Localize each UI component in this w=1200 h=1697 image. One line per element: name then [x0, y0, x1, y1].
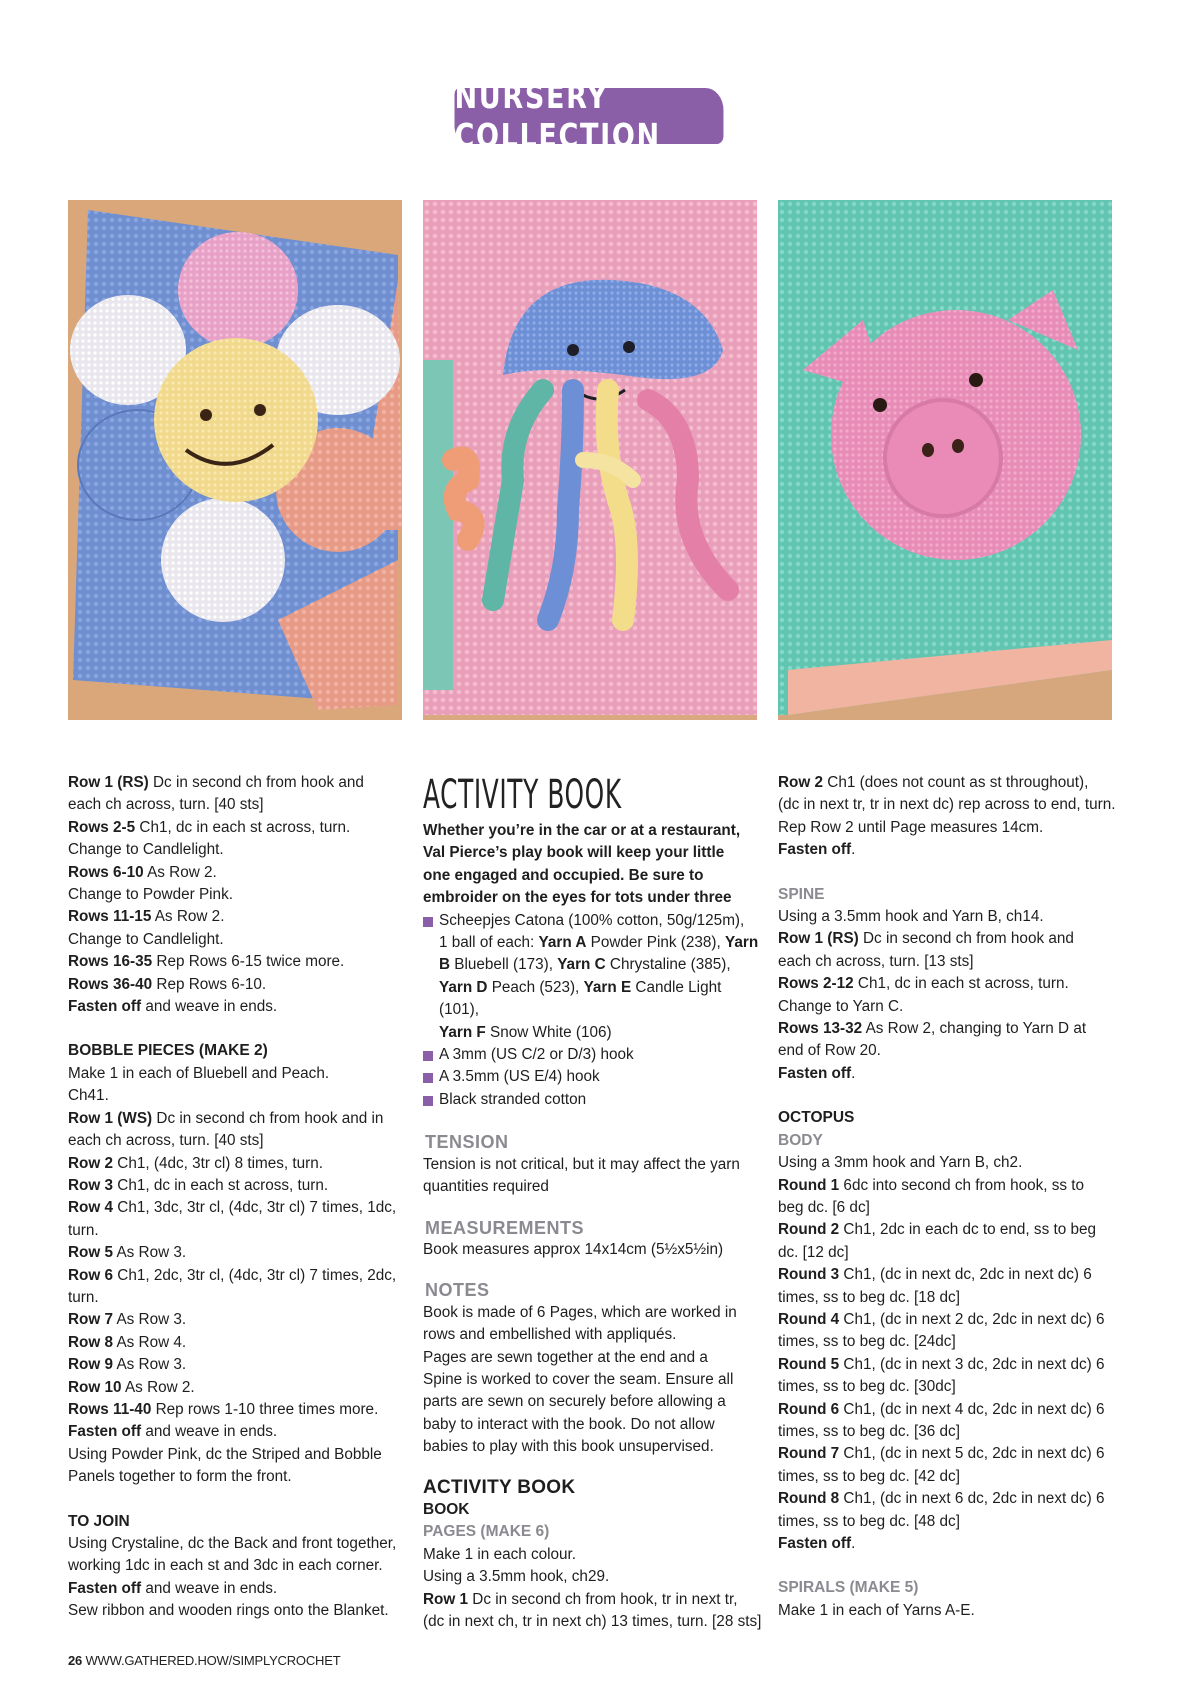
pig-square-photo [778, 200, 1112, 720]
text-line [68, 1600, 408, 1622]
text-run: Bluebell (173), [450, 956, 558, 974]
bold-run: Row 7 [68, 1311, 114, 1329]
text-line [778, 1488, 1118, 1510]
text-line [778, 996, 1118, 1018]
text-line [778, 1421, 1118, 1443]
flower-square-photo [68, 200, 402, 720]
bold-run: Yarn F [439, 1023, 486, 1041]
text-line [68, 1533, 408, 1555]
text-line [68, 1377, 408, 1399]
notes-heading: NOTES [425, 1280, 490, 1301]
text-line: Spine is worked to cover the seam. Ensure all [423, 1370, 734, 1388]
text-line [423, 1566, 763, 1588]
notes-text [423, 1302, 763, 1459]
text-line [68, 1354, 408, 1376]
text-line [68, 1085, 408, 1107]
text-run: turn. [68, 1288, 99, 1306]
bold-run: Row 2 [68, 1154, 114, 1172]
text-line [778, 1466, 1118, 1488]
text-run: (dc in next tr, tr in next dc) rep across to end, turn. [778, 796, 1116, 814]
text-line [68, 1220, 408, 1242]
text-run: 6dc into second ch from hook, ss to [839, 1176, 1085, 1194]
materials-item-yarn [423, 910, 763, 955]
text-run: times, ss to beg dc. [18 dc] [778, 1288, 960, 1306]
text-line: Val Pierce’s play book will keep your little [423, 844, 725, 862]
text-run: Candle Light (101), [439, 978, 722, 1019]
text-run: . [851, 1064, 856, 1082]
text-run: and weave in ends. [141, 1423, 278, 1441]
body-heading: BODY [778, 1131, 823, 1149]
text-line [68, 1242, 408, 1264]
text-line [778, 1443, 1118, 1465]
text-run: Ch1, (dc in next 2 dc, 2dc in next dc) 6 [839, 1310, 1105, 1328]
text-run: Ch1, (dc in next dc, 2dc in next dc) 6 [839, 1266, 1092, 1284]
text-line [778, 839, 1118, 861]
text-line: Pages are sewn together at the end and a [423, 1348, 708, 1366]
text-line: baby to interact with the book. Do not allow [423, 1415, 715, 1433]
bold-run: Round 4 [778, 1310, 840, 1328]
text-line [68, 862, 408, 884]
materials-item: Black stranded cotton [423, 1089, 763, 1111]
text-run: . [851, 1535, 856, 1552]
text-line [778, 1175, 1118, 1197]
text-run: Ch1 (does not count as st throughout), [823, 774, 1089, 791]
page-footer [68, 1653, 340, 1668]
tension-heading: TENSION [425, 1132, 509, 1153]
text-line [68, 1063, 408, 1085]
text-run: working 1dc in each st and 3dc in each corner. [68, 1557, 383, 1575]
text-run: Ch1, (4dc, 3tr cl) 8 times, turn. [113, 1154, 324, 1172]
bobble-heading: BOBBLE PIECES (MAKE 2) [68, 1042, 268, 1060]
text-run: Rep rows 1-10 three times more. [151, 1400, 379, 1418]
page-rows [778, 772, 1118, 862]
text-line [68, 1265, 408, 1287]
text-line [68, 794, 408, 816]
text-run: Snow White (106) [485, 1023, 612, 1041]
text-line [778, 1219, 1118, 1241]
page-number: 26 [68, 1653, 83, 1668]
spirals-rows [778, 1600, 1118, 1622]
stripe-rows [68, 772, 408, 1018]
text-run: times, ss to beg dc. [42 dc] [778, 1467, 960, 1485]
bold-run: Fasten off [778, 841, 852, 859]
materials-item: A 3.5mm (US E/4) hook [423, 1066, 763, 1088]
bold-run: Row 5 [68, 1244, 114, 1262]
text-run: Ch1, 2dc in each dc to end, ss to beg [839, 1221, 1097, 1239]
text-line [68, 1332, 408, 1354]
body-rows [778, 1152, 1118, 1555]
text-line [778, 1309, 1118, 1331]
text-run: end of Row 20. [778, 1042, 881, 1060]
text-line [68, 772, 408, 794]
join-heading: TO JOIN [68, 1512, 130, 1530]
text-line [68, 817, 408, 839]
text-run: Ch1, (dc in next 6 dc, 2dc in next dc) 6 [839, 1490, 1105, 1508]
text-run: each ch across, turn. [40 sts] [68, 1132, 264, 1150]
bold-run: Round 1 [778, 1176, 840, 1194]
text-line [778, 1197, 1118, 1219]
materials-list [423, 910, 763, 1112]
footer-url: WWW.GATHERED.HOW/SIMPLYCROCHET [82, 1653, 341, 1668]
bold-run: Round 6 [778, 1400, 840, 1418]
text-run: dc. [12 dc] [778, 1243, 849, 1261]
text-line [68, 1444, 408, 1466]
text-run: 1 ball of each: [439, 934, 539, 952]
text-line [778, 1063, 1118, 1085]
bold-run: B [439, 956, 451, 974]
materials-item-yarn-cont [423, 1022, 763, 1044]
jellyfish-square-photo-icon [423, 200, 757, 720]
text-run: and weave in ends. [141, 1579, 278, 1597]
bold-run: Round 3 [778, 1266, 840, 1284]
text-run: each ch across, turn. [40 sts] [68, 796, 264, 814]
text-line [68, 929, 408, 951]
text-run: Rep Row 2 until Page measures 14cm. [778, 818, 1044, 836]
text-line [68, 951, 408, 973]
text-run: Ch1, 3dc, 3tr cl, (4dc, 3tr cl) 7 times, 1dc, [113, 1199, 397, 1217]
bold-run: Round 5 [778, 1355, 840, 1373]
bold-run: Yarn E [583, 978, 632, 996]
bold-run: Yarn C [557, 956, 606, 974]
text-run: As Row 3. [113, 1356, 187, 1374]
column-right [778, 772, 1118, 1622]
column-middle [423, 772, 763, 1633]
text-run: As Row 4. [113, 1333, 187, 1351]
bold-run: Row 1 (WS) [68, 1109, 153, 1127]
join-rows [68, 1533, 408, 1623]
activity-heading: ACTIVITY BOOK [423, 1476, 576, 1498]
bold-run: Fasten off [68, 1423, 142, 1441]
bold-run: Fasten off [68, 998, 142, 1016]
text-run: times, ss to beg dc. [24dc] [778, 1333, 956, 1351]
text-run: Dc in second ch from hook and [858, 930, 1074, 948]
text-run: As Row 3. [113, 1244, 187, 1262]
bold-run: Row 9 [68, 1356, 114, 1374]
bold-run: Rows 11-15 [68, 908, 152, 926]
text-run: Make 1 in each of Bluebell and Peach. [68, 1064, 330, 1082]
text-run: As Row 2. [121, 1378, 195, 1396]
bold-run: Rows 2-5 [68, 818, 136, 836]
text-line: rows and embellished with appliqués. [423, 1326, 677, 1344]
text-run: Ch1, 2dc, 3tr cl, (4dc, 3tr cl) 7 times, 2dc, [113, 1266, 397, 1284]
bold-run: Row 6 [68, 1266, 114, 1284]
text-run: Peach (523), [487, 978, 584, 996]
text-run: Using a 3.5mm hook, ch29. [423, 1568, 610, 1586]
bold-run: Row 4 [68, 1199, 114, 1217]
text-line [423, 1589, 763, 1611]
text-run: As Row 2. [143, 863, 217, 881]
text-line [68, 1399, 408, 1421]
bold-run: Rows 6-10 [68, 863, 144, 881]
text-line [778, 1242, 1118, 1264]
bold-run: Round 7 [778, 1445, 840, 1463]
text-line: parts are sewn on securely before allowing a [423, 1393, 726, 1411]
pig-square-photo-icon [778, 200, 1112, 720]
book-heading: BOOK [423, 1500, 470, 1518]
materials-item-yarn-cont [423, 954, 763, 976]
text-run: Ch1, (dc in next 4 dc, 2dc in next dc) 6 [839, 1400, 1105, 1418]
text-line [68, 1421, 408, 1443]
text-line [778, 1399, 1118, 1421]
text-run: As Row 2. [151, 908, 225, 926]
text-line [778, 928, 1118, 950]
bold-run: Row 10 [68, 1378, 122, 1396]
text-run: (dc in next ch, tr in next ch) 13 times, turn. [28 sts] [423, 1613, 762, 1630]
flower-square-photo-icon [68, 200, 402, 720]
text-line [778, 1264, 1118, 1286]
jellyfish-square-photo [423, 200, 757, 720]
bold-run: Fasten off [778, 1535, 852, 1552]
text-line [68, 1175, 408, 1197]
text-line [68, 974, 408, 996]
banner-text: NURSERY COLLECTION [454, 77, 661, 155]
text-run: times, ss to beg dc. [30dc] [778, 1378, 956, 1396]
text-run: Ch1, dc in each st across, turn. [853, 975, 1069, 993]
text-line: Whether you’re in the car or at a restaurant, [423, 822, 741, 839]
spirals-heading: SPIRALS (MAKE 5) [778, 1579, 919, 1597]
text-line [68, 839, 408, 861]
text-line [778, 1331, 1118, 1353]
materials-item-yarn-cont [423, 977, 763, 1022]
text-line [778, 817, 1118, 839]
text-line [778, 1018, 1118, 1040]
text-line: Book measures approx 14x14cm (5½x5½in) [423, 1240, 724, 1258]
text-run: Ch41. [68, 1087, 109, 1105]
text-line [778, 772, 1118, 794]
text-run: As Row 3. [113, 1311, 187, 1329]
text-line: embroider on the eyes for tots under three [423, 889, 732, 907]
text-line [778, 1376, 1118, 1398]
text-run: Using Crystaline, dc the Back and front together, [68, 1535, 397, 1552]
bold-run: Rows 16-35 [68, 953, 153, 971]
bold-run: Row 2 [778, 774, 824, 791]
intro-text [423, 820, 763, 910]
bold-run: Round 8 [778, 1490, 840, 1508]
text-run: . [851, 841, 856, 859]
page-title: ACTIVITY BOOK [423, 772, 622, 818]
text-line [778, 1511, 1118, 1533]
text-line [68, 1309, 408, 1331]
text-line: Book is made of 6 Pages, which are worked in [423, 1303, 737, 1321]
text-run: Rep Rows 6-10. [152, 975, 267, 993]
text-run: Make 1 in each colour. [423, 1545, 577, 1563]
text-run: Dc in second ch from hook and in [152, 1109, 384, 1127]
text-line [68, 1555, 408, 1577]
text-line [68, 1130, 408, 1152]
text-line [68, 996, 408, 1018]
measurements-text [423, 1239, 763, 1261]
text-run: Ch1, dc in each st across, turn. [135, 818, 351, 836]
text-run: Rep Rows 6-15 twice more. [152, 953, 345, 971]
text-line [68, 1287, 408, 1309]
bold-run: Rows 11-40 [68, 1400, 152, 1418]
text-line [778, 1287, 1118, 1309]
text-line [68, 1466, 408, 1488]
text-run: Make 1 in each of Yarns A-E. [778, 1601, 975, 1619]
text-run: Using a 3mm hook and Yarn B, ch2. [778, 1154, 1023, 1172]
bold-run: Row 1 [423, 1590, 469, 1608]
bold-run: Fasten off [68, 1579, 142, 1597]
bold-run: Yarn A [538, 934, 587, 952]
measurements-heading: MEASUREMENTS [425, 1217, 585, 1238]
text-line [778, 794, 1118, 816]
text-line [778, 1533, 1118, 1555]
text-run: Powder Pink (238), [586, 934, 725, 952]
text-run: Change to Candlelight. [68, 841, 224, 859]
section-banner [454, 77, 724, 155]
text-line [778, 1152, 1118, 1174]
bullet-square-icon [423, 917, 433, 927]
text-run: Ch1, (dc in next 3 dc, 2dc in next dc) 6 [839, 1355, 1105, 1373]
octopus-heading: OCTOPUS [778, 1109, 855, 1127]
text-run: beg dc. [6 dc] [778, 1198, 870, 1216]
text-line [423, 1544, 763, 1566]
text-line [68, 1108, 408, 1130]
text-line: one engaged and occupied. Be sure to [423, 866, 704, 884]
text-line [778, 1600, 1118, 1622]
text-run: and weave in ends. [141, 998, 278, 1016]
bold-run: Rows 36-40 [68, 975, 153, 993]
text-run: each ch across, turn. [13 sts] [778, 952, 974, 970]
text-run: turn. [68, 1221, 99, 1239]
tension-text [423, 1154, 763, 1199]
spine-rows [778, 906, 1118, 1085]
text-run: times, ss to beg dc. [48 dc] [778, 1512, 960, 1530]
column-left [68, 772, 408, 1623]
text-line [778, 973, 1118, 995]
bold-run: Row 8 [68, 1333, 114, 1351]
bobble-rows [68, 1063, 408, 1489]
text-run: Dc in second ch from hook, tr in next tr, [468, 1590, 738, 1608]
bold-run: Row 1 (RS) [68, 774, 149, 791]
text-run: Scheepjes Catona (100% cotton, 50g/125m), [439, 911, 745, 929]
bold-run: Fasten off [778, 1064, 852, 1082]
text-run: As Row 2, changing to Yarn D at [862, 1020, 1087, 1038]
bold-run: Row 3 [68, 1176, 114, 1194]
text-line [68, 1153, 408, 1175]
text-line [423, 1611, 763, 1633]
text-line [778, 1354, 1118, 1376]
text-line [778, 951, 1118, 973]
text-run: times, ss to beg dc. [36 dc] [778, 1422, 960, 1440]
text-run: Chrystaline (385), [605, 956, 731, 974]
text-line [68, 1197, 408, 1219]
text-run: Ch1, dc in each st across, turn. [113, 1176, 329, 1194]
bold-run: Row 1 (RS) [778, 930, 859, 948]
text-run: Change to Candlelight. [68, 930, 224, 948]
text-line [778, 1040, 1118, 1062]
text-line: babies to play with this book unsupervised. [423, 1438, 714, 1456]
spine-heading: SPINE [778, 885, 825, 903]
bold-run: Rows 13-32 [778, 1020, 863, 1038]
text-run: Using Powder Pink, dc the Striped and Bobble [68, 1445, 382, 1463]
text-line [778, 906, 1118, 928]
text-line [68, 906, 408, 928]
bold-run: Rows 2-12 [778, 975, 854, 993]
text-line: Tension is not critical, but it may affect the yarn [423, 1155, 740, 1173]
pages-rows [423, 1544, 763, 1634]
bold-run: Yarn [725, 934, 759, 952]
bold-run: Round 2 [778, 1221, 840, 1239]
text-line: quantities required [423, 1178, 549, 1196]
text-line [68, 1578, 408, 1600]
materials-item: A 3mm (US C/2 or D/3) hook [423, 1044, 763, 1066]
pages-heading: PAGES (MAKE 6) [423, 1523, 550, 1541]
text-run: Ch1, (dc in next 5 dc, 2dc in next dc) 6 [839, 1445, 1105, 1463]
text-run: Change to Powder Pink. [68, 886, 233, 904]
text-run: Using a 3.5mm hook and Yarn B, ch14. [778, 908, 1044, 926]
text-run: Change to Yarn C. [778, 997, 904, 1015]
text-run: Sew ribbon and wooden rings onto the Blanket. [68, 1602, 389, 1620]
text-line [68, 884, 408, 906]
bold-run: Yarn D [439, 978, 488, 996]
text-run: Dc in second ch from hook and [148, 774, 364, 791]
text-run: Panels together to form the front. [68, 1468, 292, 1486]
